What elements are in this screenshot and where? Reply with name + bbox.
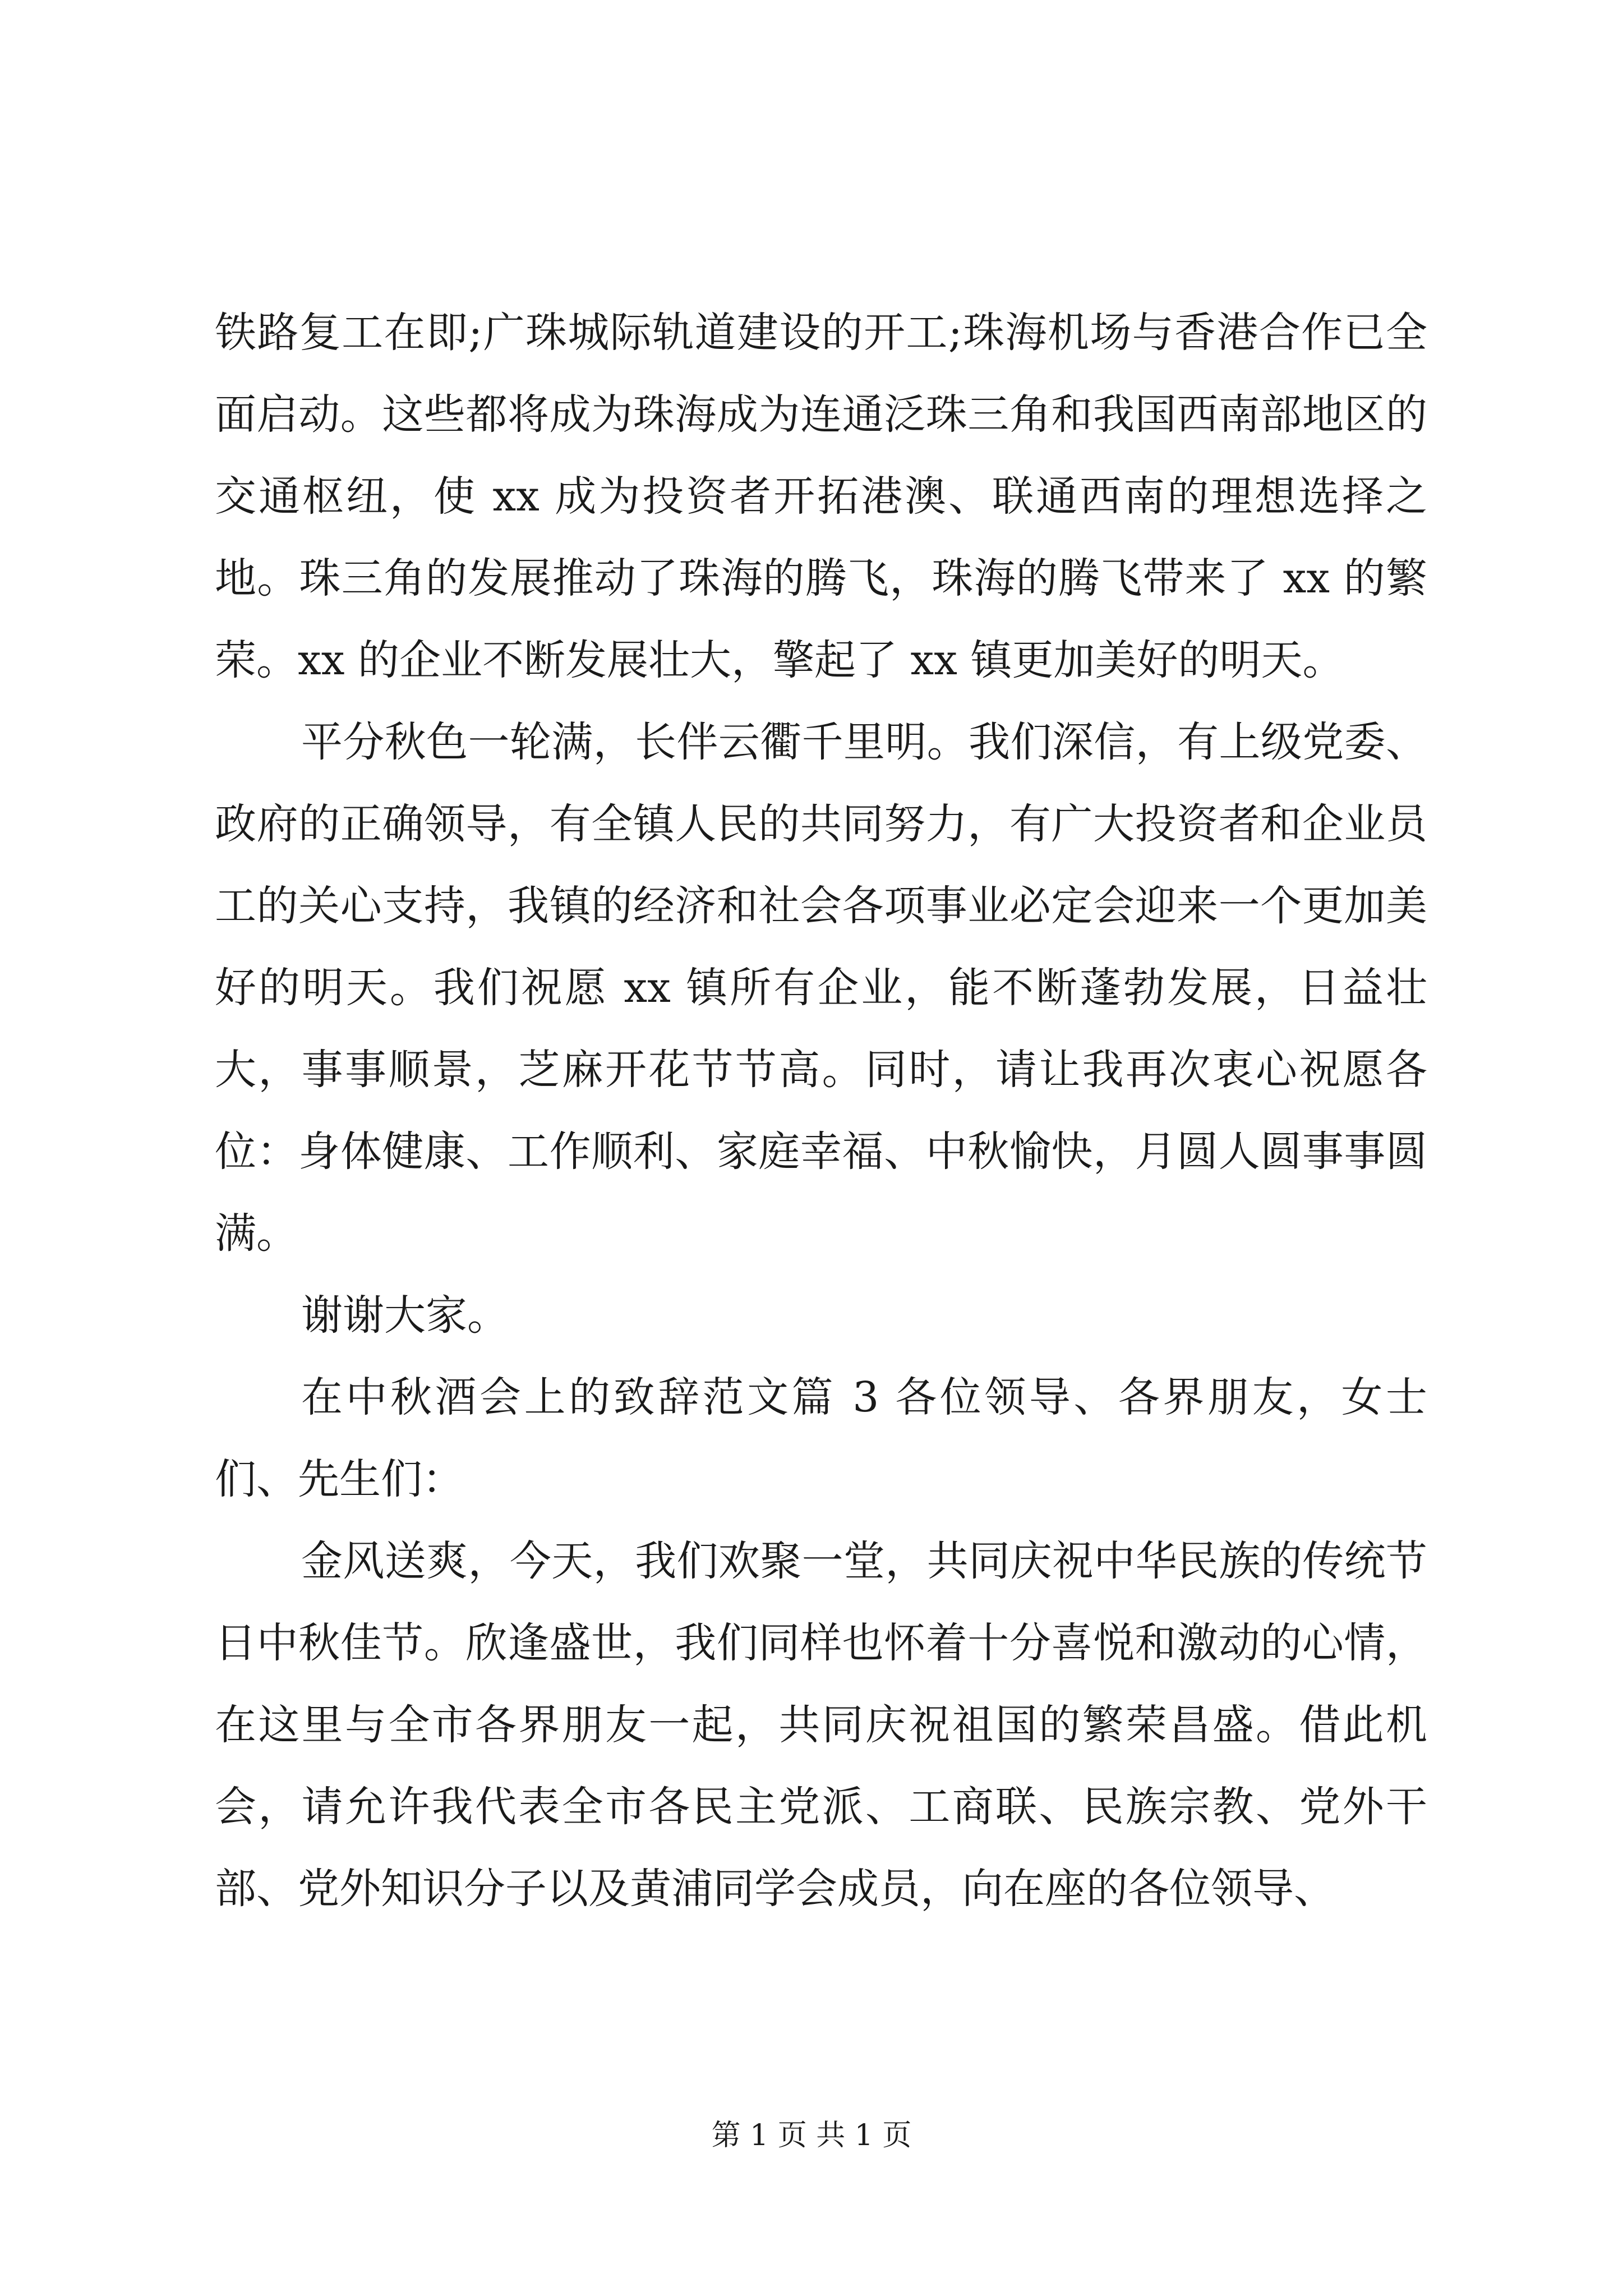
paragraph-3: 谢谢大家。 <box>301 1291 509 1340</box>
paragraph-5: 金风送爽，今天，我们欢聚一堂，共同庆祝中华民族的传统节日中秋佳节。欣逢盛世，我们同样也怀着十分喜悦和激动的心情，在这里与全市各界朋友一起，共同庆祝祖国的繁荣昌盛。借此机会，请允许我代表全市各民主党派、工商联、民族宗教、党外干部、党外知识分子以及黄浦同学会成员，向在座的各位领导、 <box>215 1537 1427 1913</box>
paragraph-2: 平分秋色一轮满，长伴云衢千里明。我们深信，有上级党委、政府的正确领导，有全镇人民的共同努力，有广大投资者和企业员工的关心支持，我镇的经济和社会各项事业必定会迎来一个更加美好的明天。我们祝愿 xx 镇所有企业，能不断蓬勃发展，日益壮大，事事顺景，芝麻开花节节高。同时，请让我再次衷心祝愿各位：身体健康、工作顺利、家庭幸福、中秋愉快，月圆人圆事事圆满。 <box>215 718 1427 1258</box>
document-body <box>215 292 1427 1930</box>
page-footer: 第 1 页 共 1 页 <box>711 2119 912 2152</box>
paragraph-4: 在中秋酒会上的致辞范文篇 3 各位领导、各界朋友，女士们、先生们： <box>215 1373 1427 1503</box>
paragraph-1: 铁路复工在即;广珠城际轨道建设的开工;珠海机场与香港合作已全面启动。这些都将成为珠海成为连通泛珠三角和我国西南部地区的交通枢纽，使 xx 成为投资者开拓港澳、联通西南的理想选择之地。珠三角的发展推动了珠海的腾飞，珠海的腾飞带来了 xx 的繁荣。xx 的企业不断发展壮大，擎起了 xx 镇更加美好的明天。 <box>215 309 1427 684</box>
